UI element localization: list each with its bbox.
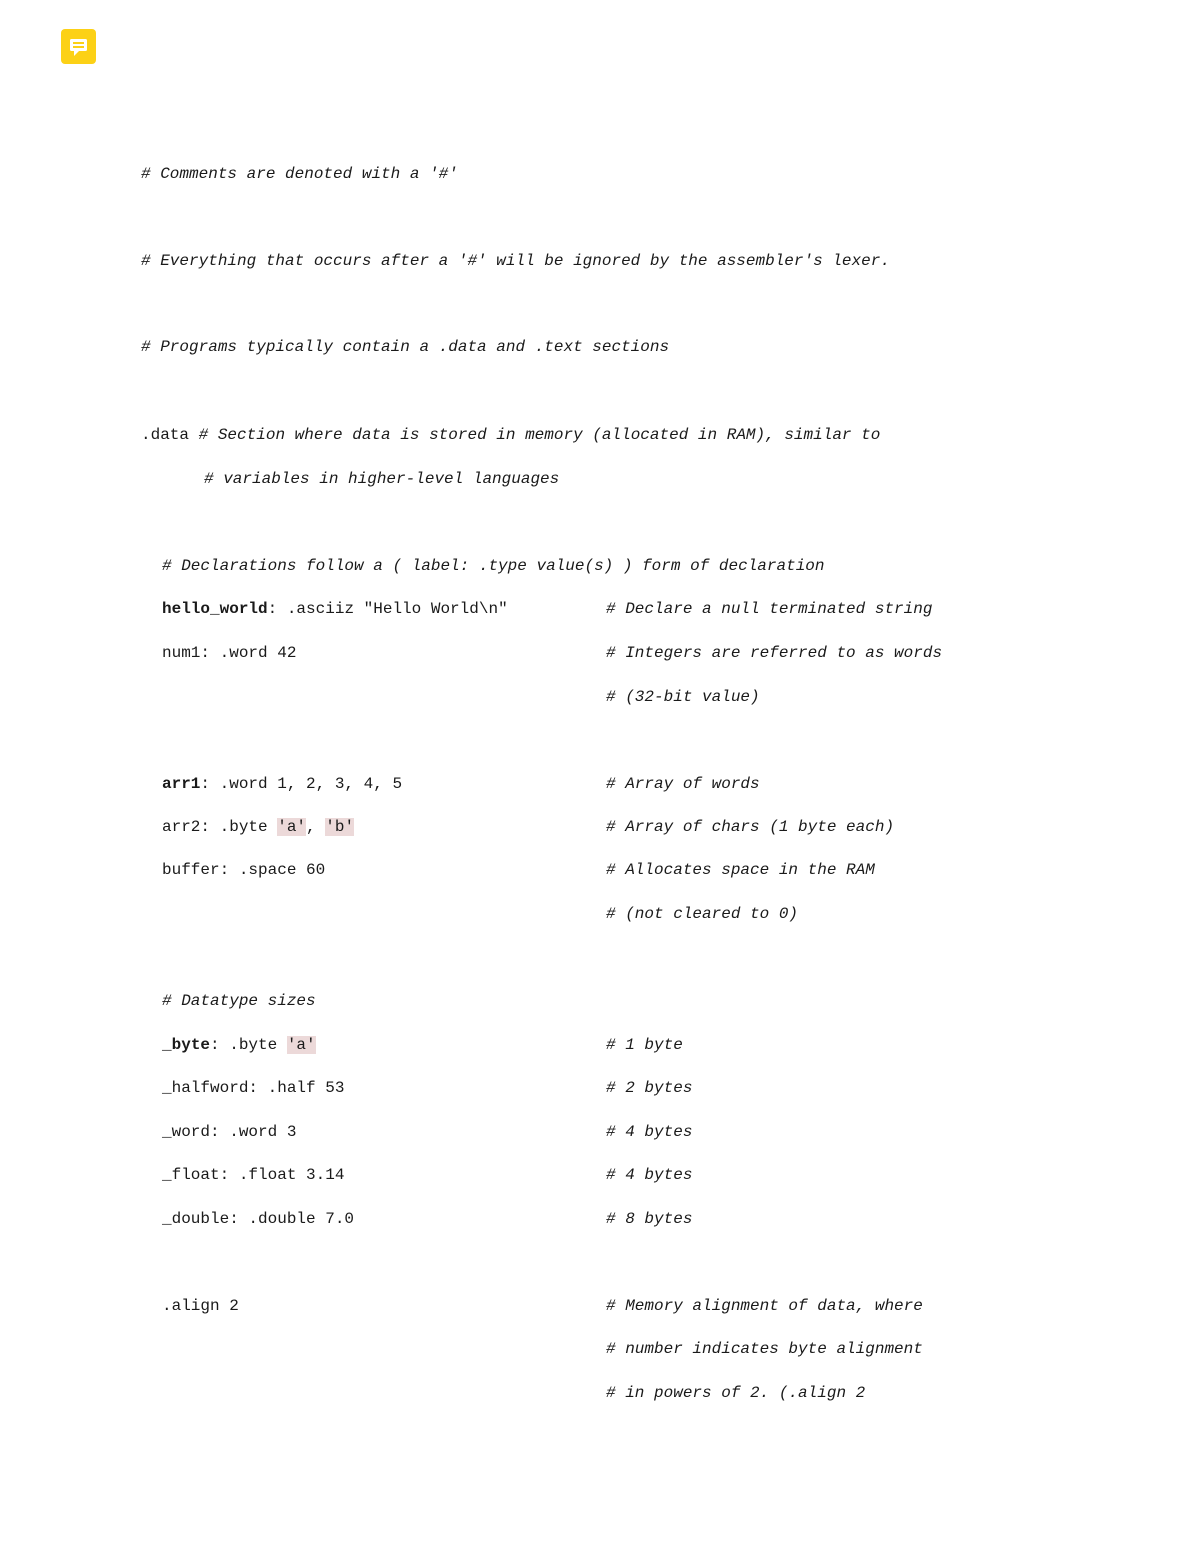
code-text: _	[162, 1036, 172, 1054]
code-line-word: _word: .word 3	[162, 1123, 297, 1141]
inline-comment: # number indicates byte alignment	[606, 1340, 923, 1358]
inline-comment: # 8 bytes	[606, 1210, 693, 1228]
inline-comment: # Integers are referred to as words	[606, 644, 943, 662]
code-line-buffer: buffer: .space 60	[162, 861, 326, 879]
highlighted-char-literal: 'a'	[277, 818, 307, 836]
comment-line: # Comments are denoted with a '#'	[141, 165, 458, 183]
code-text: ,	[306, 818, 326, 836]
inline-comment: # Memory alignment of data, where	[606, 1297, 923, 1315]
code-line-hello-world	[162, 598, 508, 620]
data-directive: .data	[141, 426, 190, 444]
inline-comment: # (32-bit value)	[606, 688, 760, 706]
label-hello-world: hello_world	[162, 600, 268, 618]
code-text: : .byte	[210, 1036, 287, 1054]
code-line-float: _float: .float 3.14	[162, 1166, 345, 1184]
label-byte: byte	[171, 1036, 211, 1054]
comment-line: # variables in higher-level languages	[204, 470, 560, 488]
inline-comment: # Array of words	[606, 775, 760, 793]
code-line-num1: num1: .word 42	[162, 644, 297, 662]
inline-comment: # Declare a null terminated string	[606, 600, 933, 618]
comment-line: # Programs typically contain a .data and .text sections	[141, 338, 670, 356]
code-line-halfword: _halfword: .half 53	[162, 1079, 345, 1097]
code-line-byte	[162, 1034, 316, 1056]
inline-comment: # 1 byte	[606, 1036, 683, 1054]
code-text: : .word 1, 2, 3, 4, 5	[200, 775, 403, 793]
code-text: arr2: .byte	[162, 818, 278, 836]
label-arr1: arr1	[162, 775, 201, 793]
comment-line: # Declarations follow a ( label: .type value(s) ) form of declaration	[162, 557, 825, 575]
code-line-arr1	[162, 773, 402, 795]
inline-comment: # 2 bytes	[606, 1079, 693, 1097]
highlighted-char-literal: 'a'	[286, 1036, 316, 1054]
inline-comment: # Allocates space in the RAM	[606, 861, 875, 879]
code-line-arr2	[162, 816, 354, 838]
code-line-double: _double: .double 7.0	[162, 1210, 355, 1228]
code-text: : .asciiz "Hello World\n"	[267, 600, 508, 618]
inline-comment: # (not cleared to 0)	[606, 905, 799, 923]
highlighted-char-literal: 'b'	[325, 818, 355, 836]
code-line-data	[141, 424, 880, 446]
inline-comment: # Array of chars (1 byte each)	[606, 818, 895, 836]
comment-line: # Everything that occurs after a '#' will be ignored by the assembler's lexer.	[141, 252, 890, 270]
data-comment: # Section where data is stored in memory (allocated in RAM), similar to	[198, 426, 881, 444]
inline-comment: # 4 bytes	[606, 1123, 693, 1141]
inline-comment: # in powers of 2. (.align 2	[606, 1384, 866, 1402]
inline-comment: # 4 bytes	[606, 1166, 693, 1184]
comment-line: # Datatype sizes	[162, 992, 316, 1010]
code-line-align: .align 2	[162, 1297, 239, 1315]
